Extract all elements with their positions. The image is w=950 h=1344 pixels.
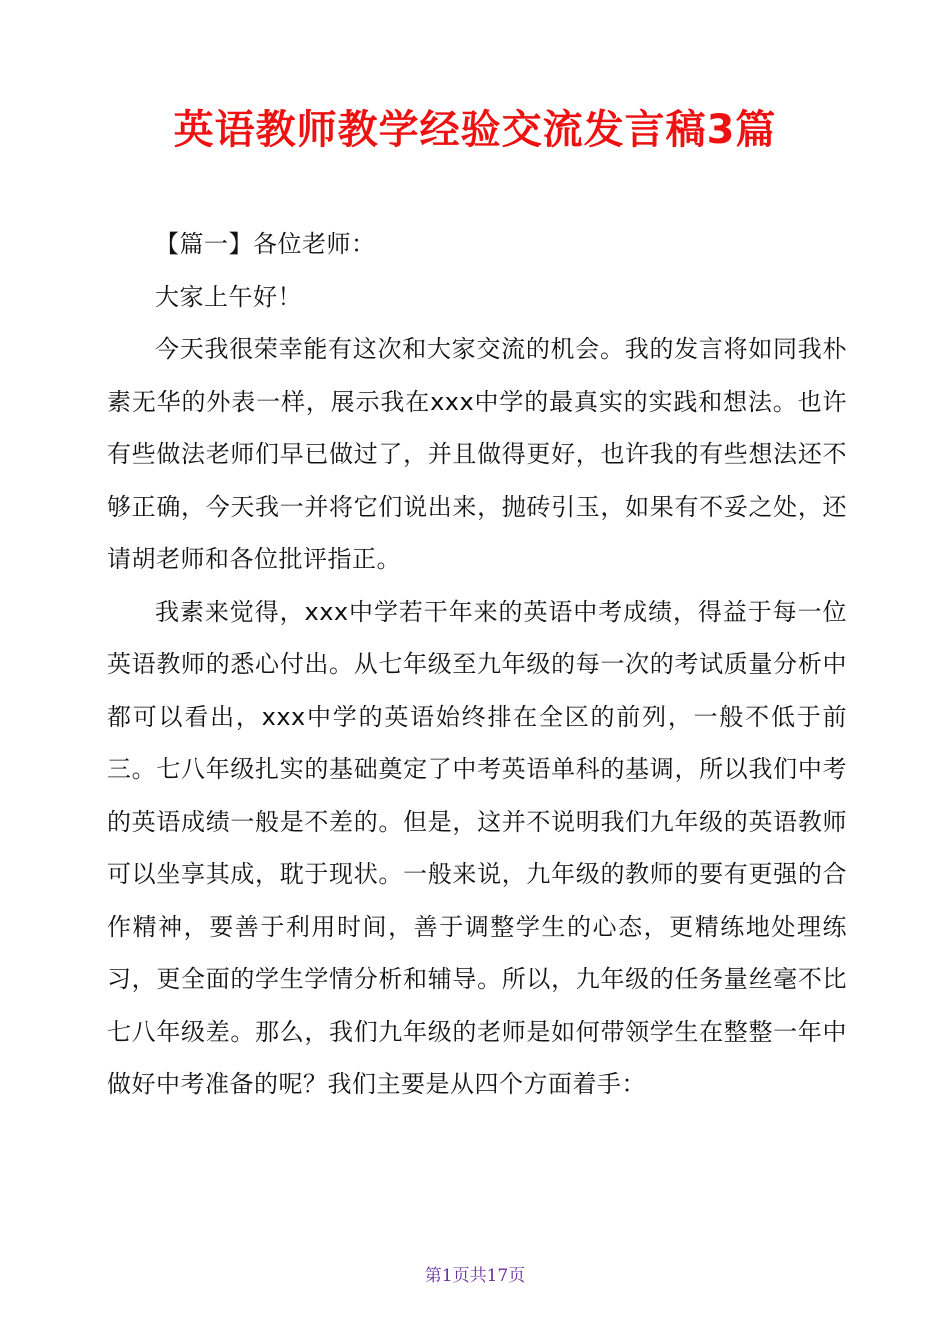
- greeting-heading: 【篇一】各位老师：: [155, 230, 376, 258]
- page-number-footer: 第1页共17页: [424, 1266, 526, 1286]
- body-paragraph: 今天我很荣幸能有这次和大家交流的机会。我的发言将如同我朴素无华的外表一样，展示我在xxx中学的最真实的实践和想法。也许有些做法老师们早已做过了，并且做得更好，也许我的有些想法还不够正确，今天我一并将它们说出来，抛砖引玉，如果有不妥之处，还请胡老师和各位批评指正。: [107, 335, 847, 573]
- body-paragraph: 我素来觉得，xxx中学若干年来的英语中考成绩，得益于每一位英语教师的悉心付出。从七年级至九年级的每一次的考试质量分析中都可以看出，xxx中学的英语始终排在全区的前列，一般不低于前三。七八年级扎实的基础奠定了中考英语单科的基调，所以我们中考的英语成绩一般是不差的。但是，这并不说明我们九年级的英语教师可以坐享其成，耽于现状。一般来说，九年级的教师的要有更强的合作精神，要善于利用时间，善于调整学生的心态，更精练地处理练习，更全面的学生学情分析和辅导。所以，九年级的任务量丝毫不比七八年级差。那么，我们九年级的老师是如何带领学生在整整一年中做好中考准备的呢？我们主要是从四个方面着手：: [107, 597, 847, 1098]
- document-body: [107, 218, 847, 1111]
- document-title: 英语教师教学经验交流发言稿3篇: [173, 107, 777, 153]
- salutation: 大家上午好！: [155, 282, 302, 311]
